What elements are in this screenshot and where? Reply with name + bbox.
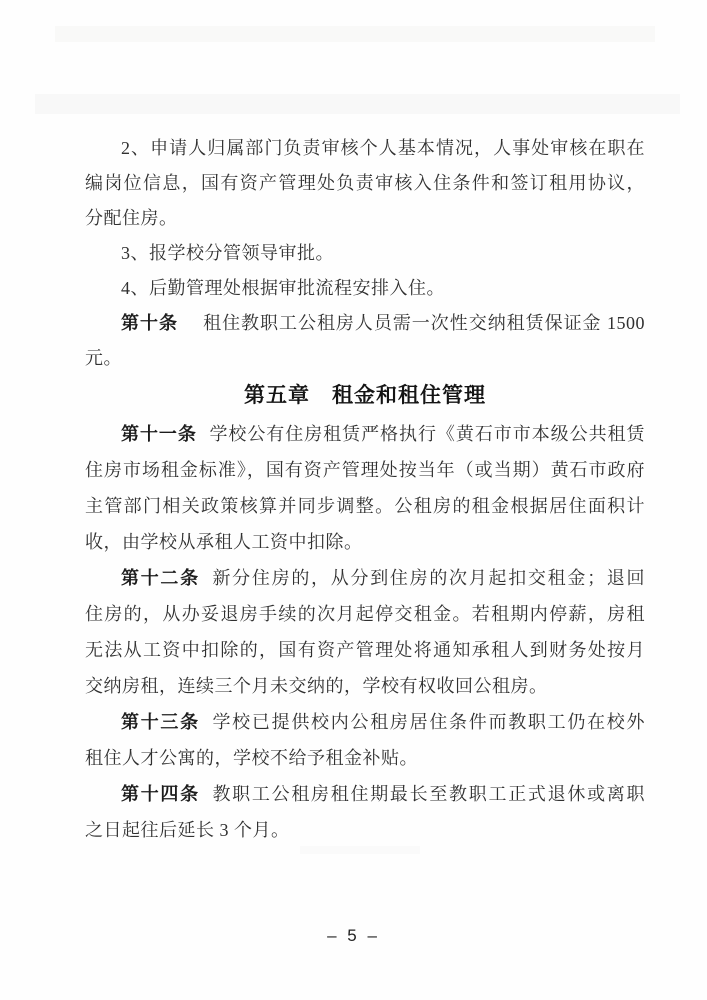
text-line: [85, 271, 645, 306]
line-text: 学校公有住房租赁严格执行《黄石市市本级公共租赁: [209, 424, 646, 444]
text-line: [85, 166, 645, 201]
line-text: 收，由学校从承租人工资中扣除。: [85, 532, 363, 552]
text-line: [85, 776, 645, 812]
line-text: 分配住房。: [85, 208, 178, 228]
line-text: 编岗位信息，国有资产管理处负责审核入住条件和签订租用协议，: [85, 173, 645, 193]
text-line: [85, 704, 645, 740]
section-before-heading: [85, 131, 645, 376]
text-line: [85, 201, 645, 236]
text-line: [85, 488, 645, 524]
text-line: [85, 524, 645, 560]
article-number: 第十二条: [121, 568, 200, 588]
line-text: 学校已提供校内公租房居住条件而教职工仍在校外: [212, 712, 646, 732]
scan-artifact-band: [35, 94, 680, 114]
line-text: 主管部门相关政策核算并同步调整。公租房的租金根据居住面积计: [85, 496, 645, 516]
line-text: 住房市场租金标准》，国有资产管理处按当年（或当期）黄石市政府: [85, 460, 645, 480]
line-text: 交纳房租，连续三个月未交纳的，学校有权收回公租房。: [85, 676, 548, 696]
text-line: [85, 740, 645, 776]
text-line: [85, 416, 645, 452]
line-text: 2、申请人归属部门负责审核个人基本情况，人事处审核在职在: [121, 138, 645, 158]
text-line: [85, 236, 645, 271]
text-line: [85, 131, 645, 166]
line-text: 4、后勤管理处根据审批流程安排入住。: [121, 278, 445, 298]
article-number: 第十四条: [121, 784, 200, 804]
line-text: 之日起往后延长 3 个月。: [85, 820, 290, 840]
line-text: 新分住房的，从分到住房的次月起扣交租金；退回: [212, 568, 646, 588]
line-text: 元。: [85, 348, 122, 368]
text-line: [85, 560, 645, 596]
document-body: [85, 131, 645, 848]
text-line: [85, 668, 645, 704]
chapter-heading: 第五章 租金和租住管理: [244, 384, 486, 407]
text-line: [85, 812, 645, 848]
section-after-heading: [85, 416, 645, 848]
page-number: – 5 –: [327, 926, 380, 945]
text-line: [85, 306, 645, 341]
line-text: 租住人才公寓的，学校不给予租金补贴。: [85, 748, 418, 768]
article-number: 第十三条: [121, 712, 200, 732]
text-line: [85, 452, 645, 488]
article-number: 第十一条: [121, 424, 197, 444]
line-text: 3、报学校分管领导审批。: [121, 243, 334, 263]
article-number: 第十条: [121, 313, 178, 333]
text-line: [85, 596, 645, 632]
scan-artifact-band: [55, 26, 655, 42]
line-text: 教职工公租房租住期最长至教职工正式退休或离职: [212, 784, 646, 804]
line-text: 无法从工资中扣除的，国有资产管理处将通知承租人到财务处按月: [85, 640, 645, 660]
line-text: 住房的，从办妥退房手续的次月起停交租金。若租期内停薪，房租: [85, 604, 645, 624]
text-line: [85, 341, 645, 376]
line-text: 租住教职工公租房人员需一次性交纳租赁保证金 1500: [203, 313, 646, 333]
text-line: [85, 632, 645, 668]
